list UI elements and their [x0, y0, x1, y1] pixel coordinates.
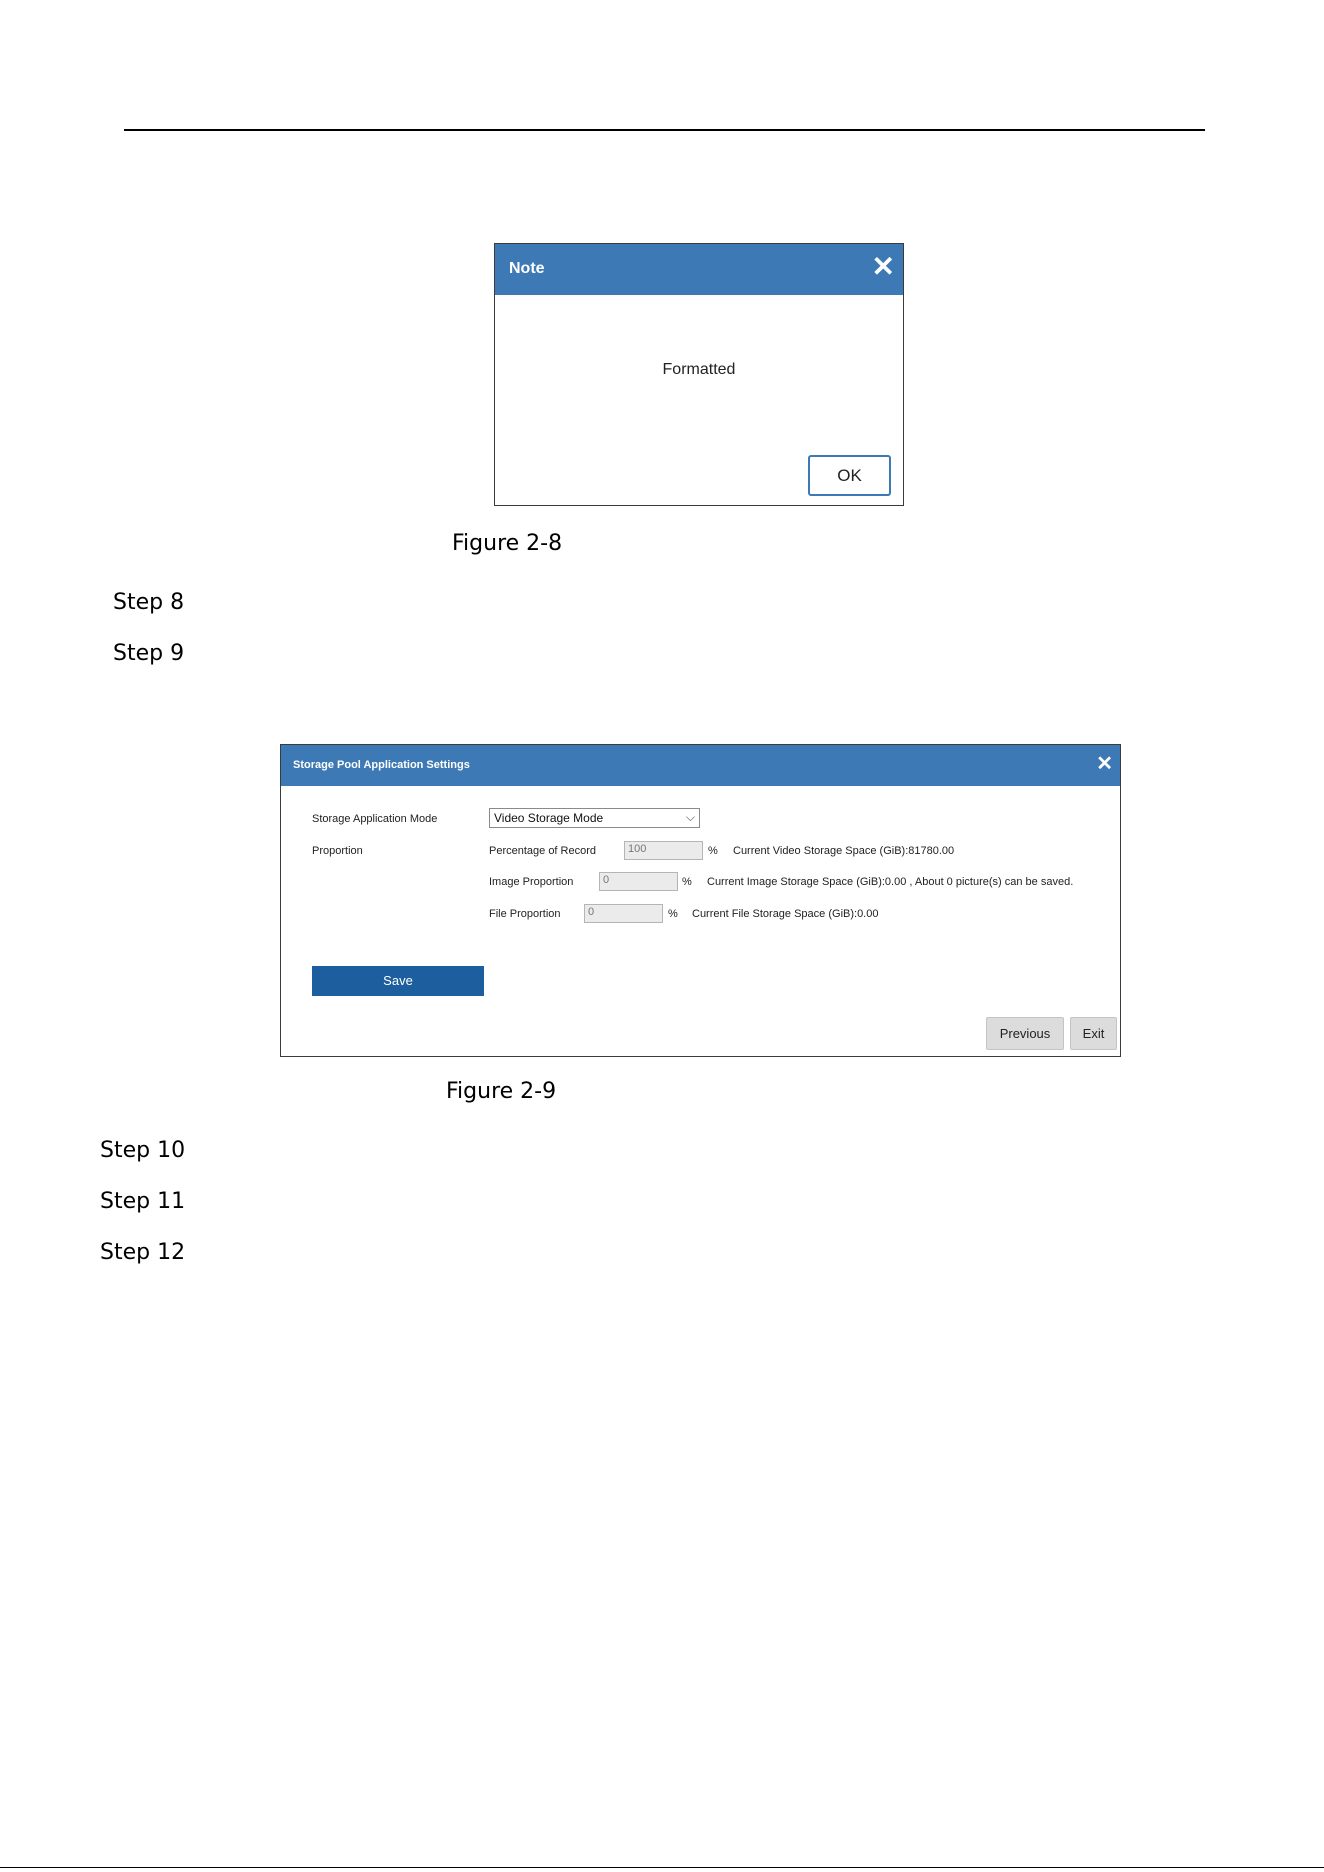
- mode-label: Storage Application Mode: [312, 813, 438, 825]
- figure-caption-2-9: Figure 2-9: [446, 1079, 557, 1104]
- step-label: Step 9: [113, 641, 185, 666]
- chevron-down-icon: ⌵: [685, 810, 695, 824]
- note-dialog-title: Note: [509, 260, 545, 277]
- close-icon[interactable]: ✕: [1096, 753, 1113, 775]
- image-input[interactable]: 0: [599, 872, 678, 891]
- image-label: Image Proportion: [489, 876, 574, 888]
- file-input[interactable]: 0: [584, 904, 663, 923]
- pool-titlebar: [281, 745, 1120, 786]
- mode-select[interactable]: [489, 808, 700, 828]
- footer-rule: [0, 1867, 1324, 1868]
- step-label: Step 10: [100, 1138, 186, 1163]
- step-label: Step 8: [113, 590, 185, 615]
- pool-dialog-title: Storage Pool Application Settings: [293, 759, 470, 771]
- percent-unit: %: [682, 876, 692, 888]
- note-dialog: [494, 243, 904, 506]
- exit-button[interactable]: Exit: [1070, 1017, 1117, 1050]
- note-titlebar: [495, 244, 903, 295]
- close-icon[interactable]: ✕: [871, 251, 895, 282]
- step-label: Step 12: [100, 1240, 186, 1265]
- record-input[interactable]: 100: [624, 841, 703, 860]
- ok-button[interactable]: OK: [808, 455, 891, 496]
- proportion-label: Proportion: [312, 845, 363, 857]
- file-label: File Proportion: [489, 908, 561, 920]
- figure-caption-2-8: Figure 2-8: [452, 531, 563, 556]
- percent-unit: %: [668, 908, 678, 920]
- record-info: Current Video Storage Space (GiB):81780.00: [733, 845, 955, 857]
- record-label: Percentage of Record: [489, 845, 597, 857]
- previous-button[interactable]: Previous: [986, 1017, 1064, 1050]
- percent-unit: %: [708, 845, 718, 857]
- image-info: Current Image Storage Space (GiB):0.00 , About 0 picture(s) can be saved.: [707, 876, 1074, 888]
- note-message: Formatted: [662, 361, 736, 378]
- save-button[interactable]: Save: [312, 966, 484, 996]
- step-label: Step 11: [100, 1189, 186, 1214]
- header-rule: [124, 129, 1205, 131]
- storage-pool-dialog: [280, 744, 1121, 1057]
- file-info: Current File Storage Space (GiB):0.00: [692, 908, 879, 920]
- mode-select-value: Video Storage Mode: [494, 811, 604, 825]
